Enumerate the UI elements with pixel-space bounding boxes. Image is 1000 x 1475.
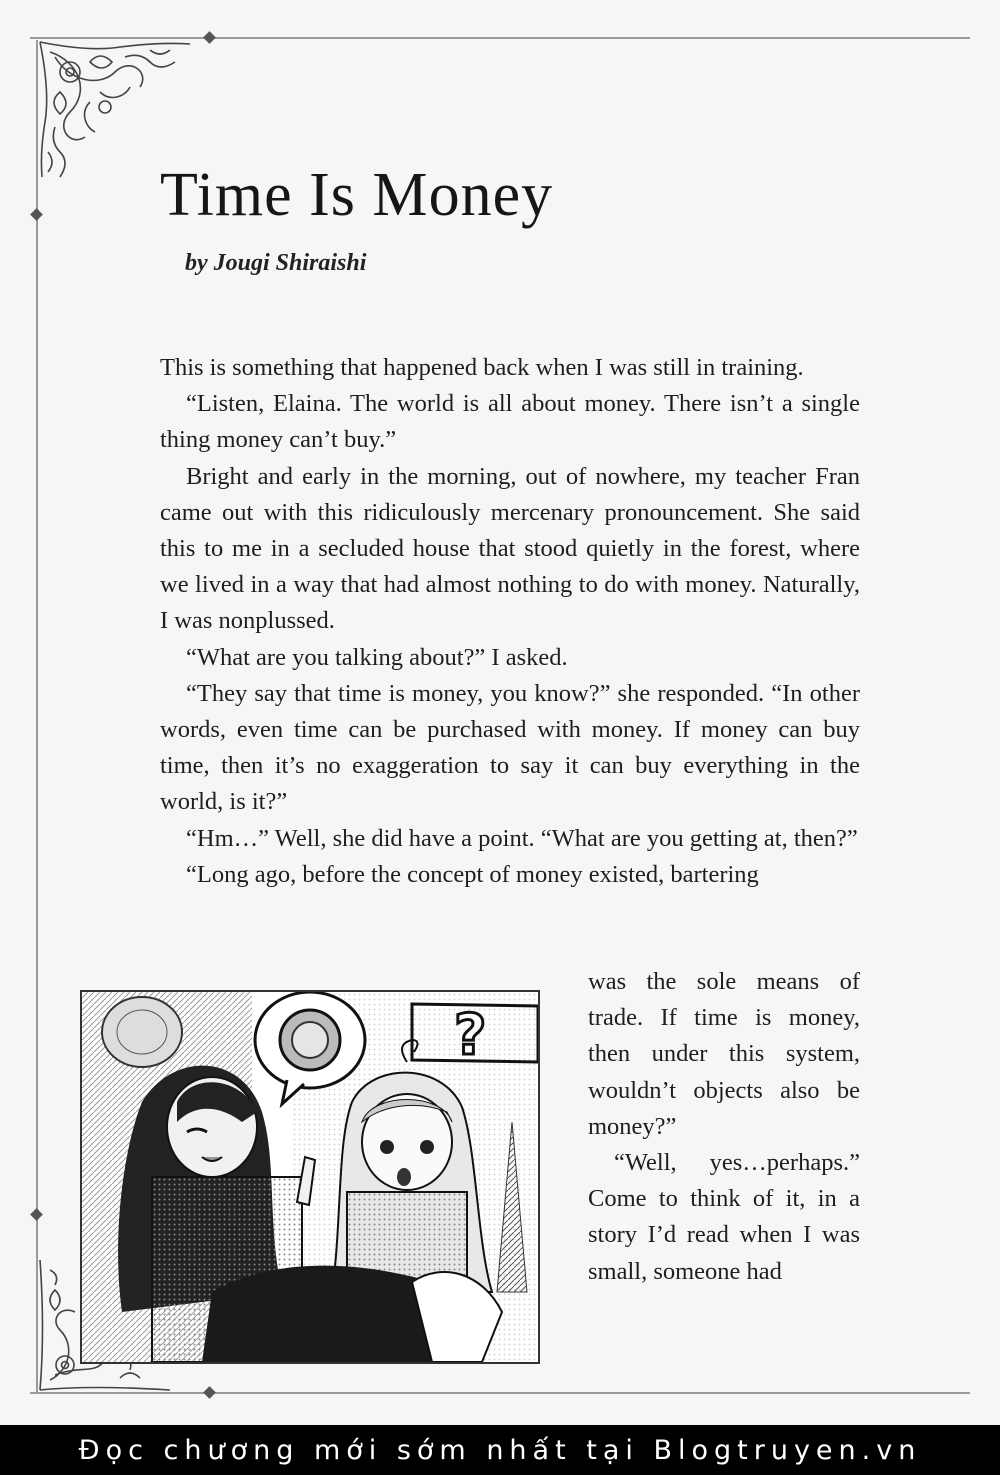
frame-diamond-icon [203, 1386, 216, 1399]
paragraph: was the sole means of trade. If time is money, then under this system, wouldn’t objects also be money?” [588, 968, 860, 1140]
frame-diamond-icon [30, 208, 43, 221]
paragraph: “Listen, Elaina. The world is all about money. There isn’t a single thing money can’t buy.” [160, 390, 860, 454]
wrapped-body-text [588, 964, 860, 1290]
frame-diamond-icon [203, 31, 216, 44]
frame-diamond-icon [30, 1208, 43, 1221]
paragraph: This is something that happened back when I was still in training. [160, 354, 804, 381]
paragraph: “What are you talking about?” I asked. [186, 643, 568, 671]
paragraph: Bright and early in the morning, out of nowhere, my teacher Fran came out with this ridiculously mercenary pronouncement. She said this to me in a secluded house that stood quietly in the forest, where we lived in a way that had almost nothing to do with money. Naturally, I was nonplussed. [160, 462, 860, 635]
paragraph: “Long ago, before the concept of money existed, bartering [186, 860, 759, 888]
paragraph: “They say that time is money, you know?” she responded. “In other words, even time can be purchased with money. If money can buy time, then it’s no exaggeration to say it can buy everything in the world, is it?” [160, 679, 860, 816]
chapter-title: Time Is Money [160, 161, 554, 229]
illustration-drawing [82, 992, 538, 1362]
frame-left-rule [36, 40, 38, 1392]
manga-illustration [80, 990, 540, 1364]
site-watermark-banner: Đọc chương mới sớm nhất tại Blogtruyen.vn [0, 1425, 1000, 1475]
question-mark-bubble: ? [454, 1003, 487, 1068]
body-text [160, 350, 860, 893]
author-byline: by Jougi Shiraishi [185, 250, 367, 276]
paragraph: “Hm…” Well, she did have a point. “What are you getting at, then?” [186, 824, 858, 852]
paragraph: “Well, yes…perhaps.” Come to think of it, in a story I’d read when I was small, someone had [588, 1149, 860, 1285]
